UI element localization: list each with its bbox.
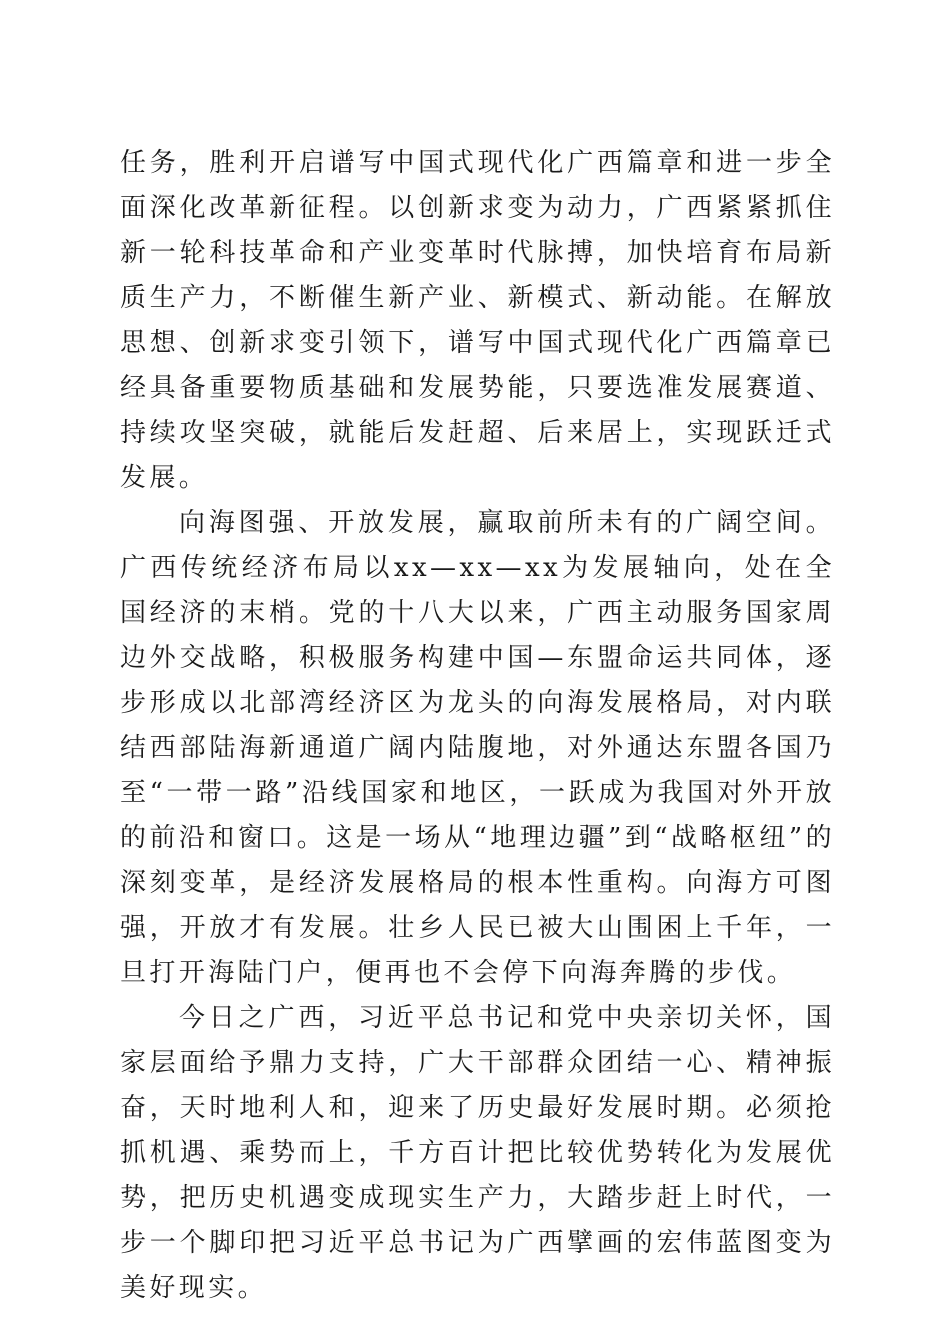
document-body (120, 141, 835, 1311)
paragraph-continued: 任务，胜利开启谱写中国式现代化广西篇章和进一步全面深化改革新征程。以创新求变为动力，广西紧紧抓住新一轮科技革命和产业变革时代脉搏，加快培育布局新质生产力，不断催生新产业、新模式、新动能。在解放思想、创新求变引领下，谱写中国式现代化广西篇章已经具备重要物质基础和发展势能，只要选准发展赛道、持续攻坚突破，就能后发赶超、后来居上，实现跃迁式发展。 (120, 148, 835, 493)
paragraph-maritime-opening: 向海图强、开放发展，赢取前所未有的广阔空间。广西传统经济布局以xx—xx—xx为发展轴向，处在全国经济的末梢。党的十八大以来，广西主动服务国家周边外交战略，积极服务构建中国—东盟命运共同体，逐步形成以北部湾经济区为龙头的向海发展格局，对内联结西部陆海新通道广阔内陆腹地，对外通达东盟各国乃至“一带一路”沿线国家和地区，一跃成为我国对外开放的前沿和窗口。这是一场从“地理边疆”到“战略枢纽”的深刻变革，是经济发展格局的根本性重构。向海方可图强，开放才有发展。壮乡人民已被大山围困上千年，一旦打开海陆门户，便再也不会停下向海奔腾的步伐。 (120, 508, 835, 988)
paragraph-today-guangxi: 今日之广西，习近平总书记和党中央亲切关怀，国家层面给予鼎力支持，广大干部群众团结一心、精神振奋，天时地利人和，迎来了历史最好发展时期。必须抢抓机遇、乘势而上，千方百计把比较优势转化为发展优势，把历史机遇变成现实生产力，大踏步赶上时代，一步一个脚印把习近平总书记为广西擘画的宏伟蓝图变为美好现实。 (120, 1003, 835, 1303)
